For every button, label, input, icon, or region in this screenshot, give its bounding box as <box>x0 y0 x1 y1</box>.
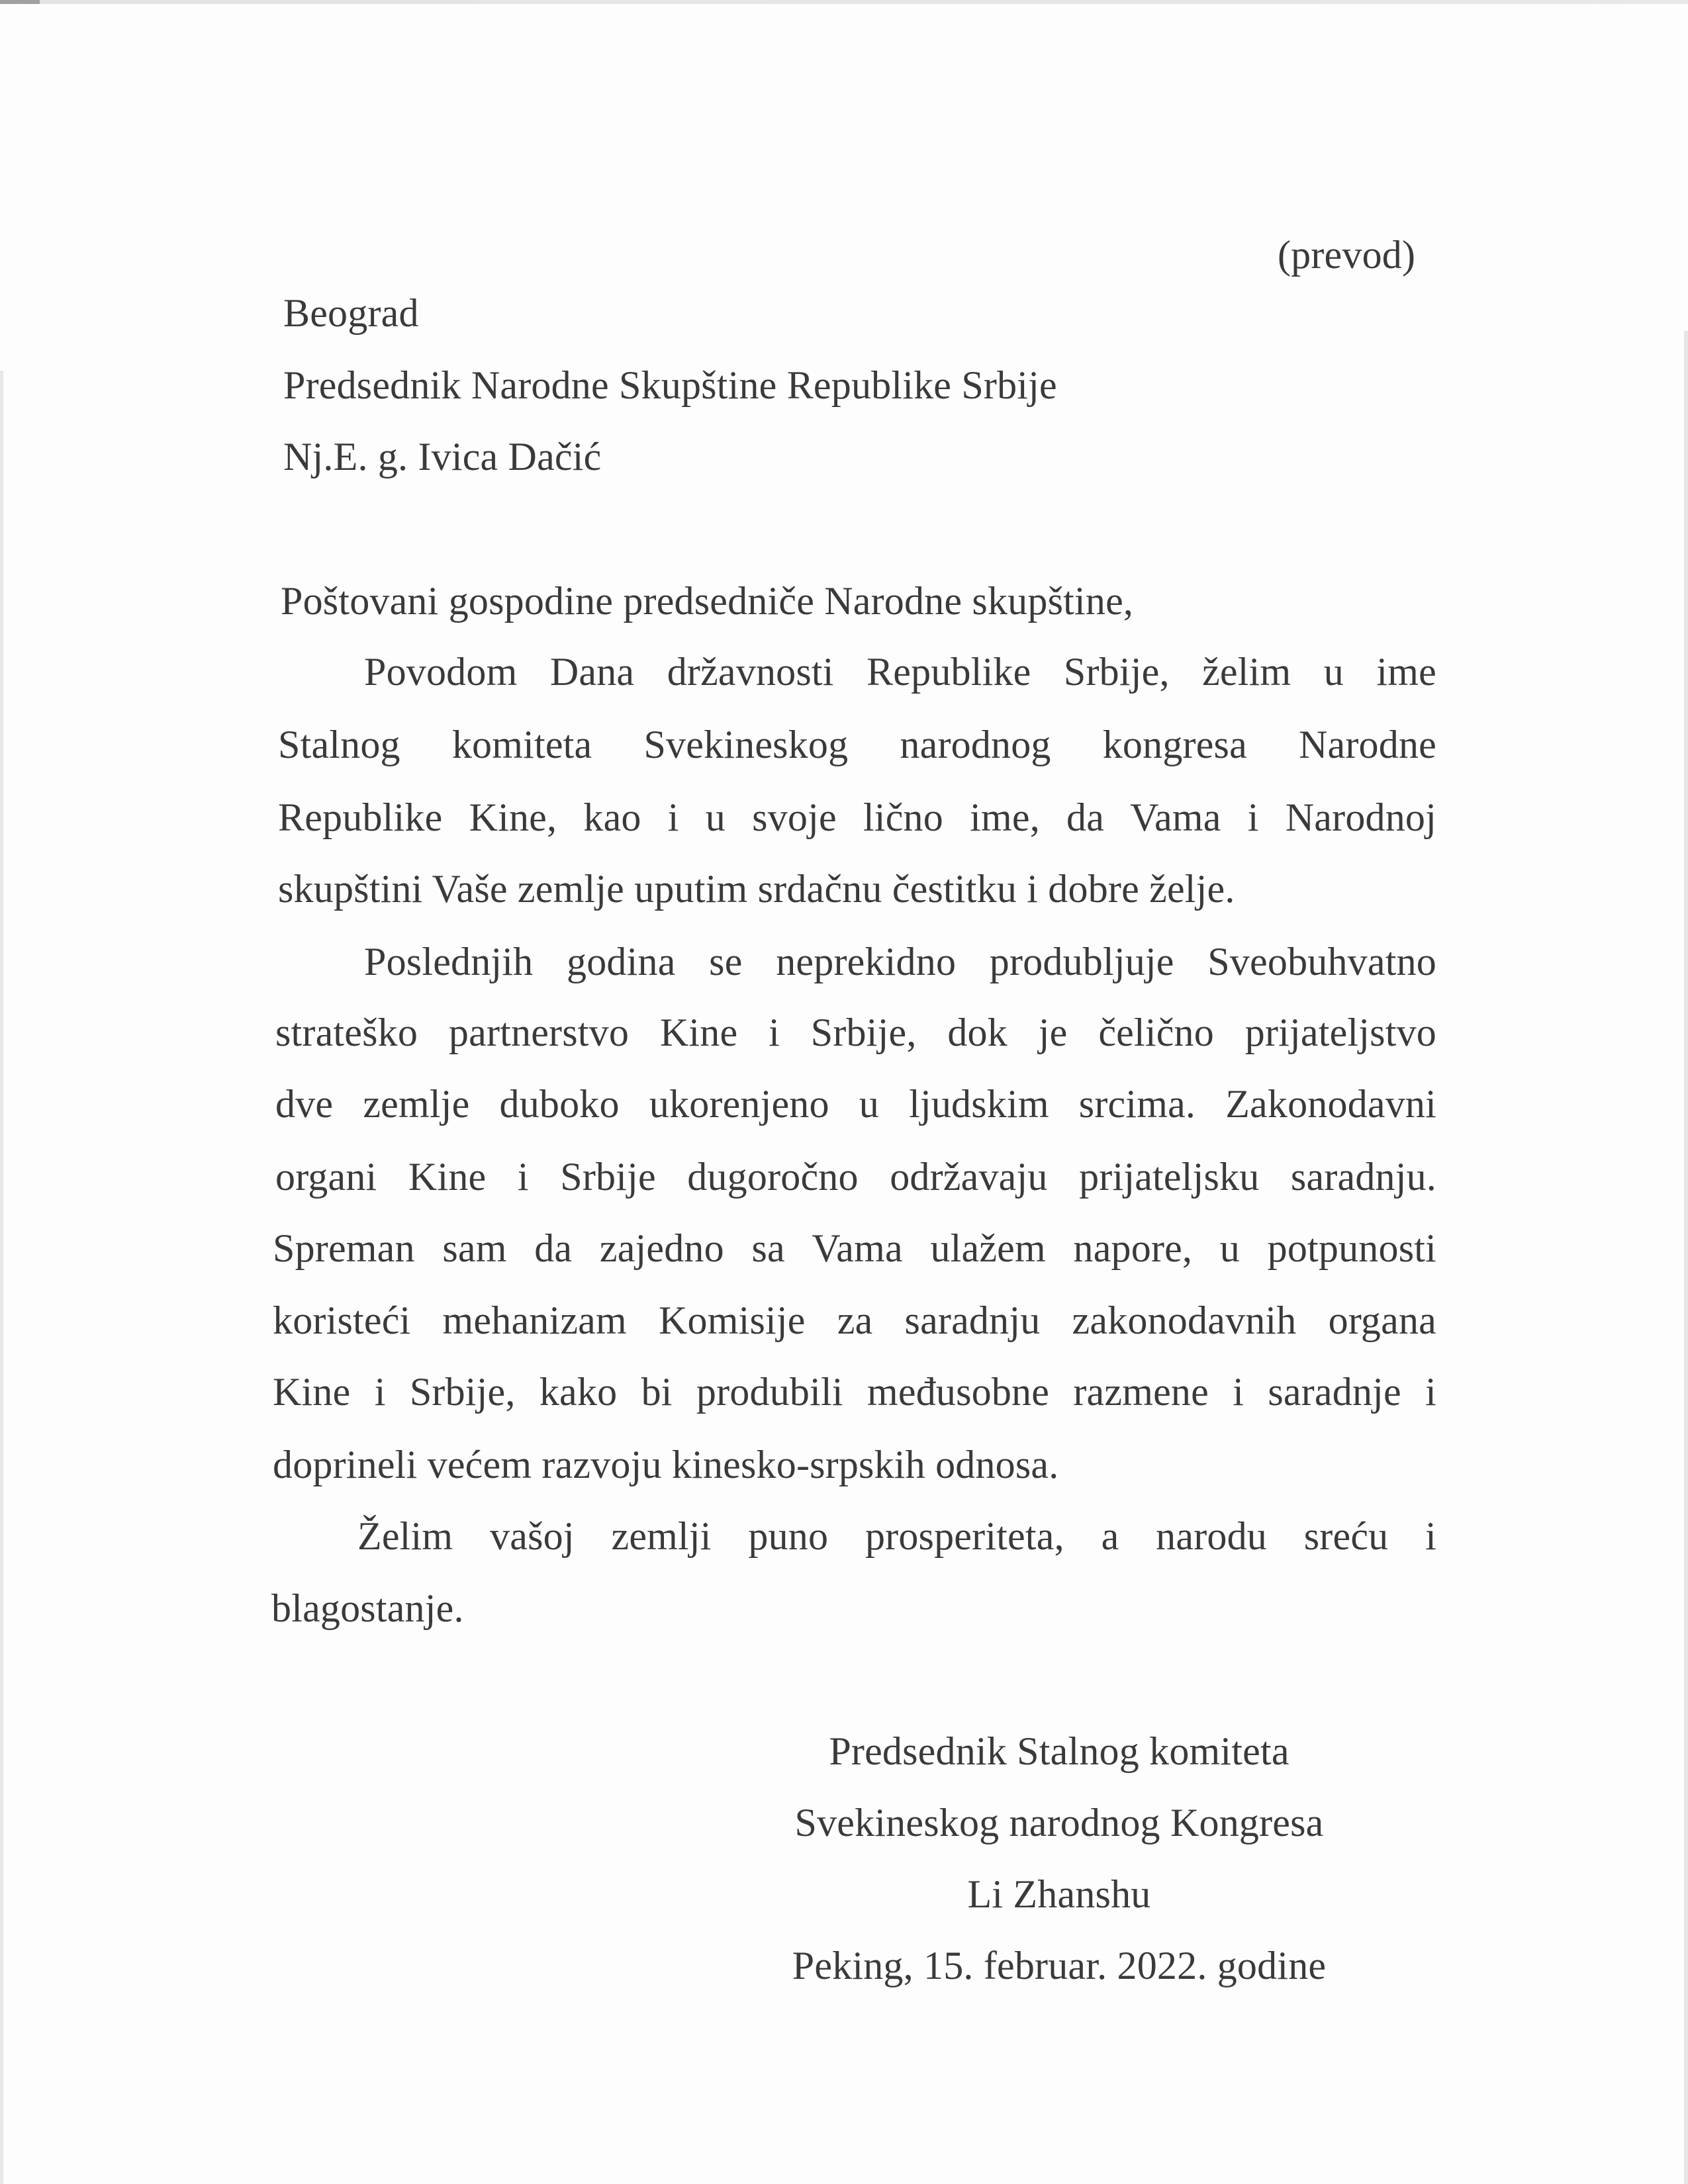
body-line: dve zemlje duboko ukorenjeno u ljudskim srcima. Zakonodavni <box>275 1082 1436 1126</box>
body-line: koristeći mehanizam Komisije za saradnju zakonodavnih organa <box>273 1298 1436 1342</box>
signature-title-line1: Predsednik Stalnog komiteta <box>829 1729 1289 1773</box>
body-line: Povodom Dana državnosti Republike Srbije, želim u ime <box>364 650 1436 694</box>
body-line: organi Kine i Srbije dugoročno održavaju prijateljsku saradnju. <box>275 1155 1436 1199</box>
recipient-title: Predsednik Narodne Skupštine Republike Srbije <box>283 363 1057 407</box>
signature-place-date: Peking, 15. februar. 2022. godine <box>792 1944 1327 1987</box>
body-line: Spreman sam da zajedno sa Vama ulažem napore, u potpunosti <box>273 1226 1436 1270</box>
body-line: Želim vašoj zemlji puno prosperiteta, a narodu sreću i <box>357 1514 1436 1558</box>
recipient-name: Nj.E. g. Ivica Dačić <box>283 435 602 478</box>
body-line: Kine i Srbije, kako bi produbili međusobne razmene i saradnje i <box>273 1370 1436 1414</box>
scan-edge-top <box>0 0 1688 4</box>
body-line: blagostanje. <box>271 1586 464 1630</box>
body-line: Poslednjih godina se neprekidno produbljuje Sveobuhvatno <box>364 940 1436 983</box>
recipient-city: Beograd <box>283 291 419 335</box>
body-line: strateško partnerstvo Kine i Srbije, dok je čelično prijateljstvo <box>275 1011 1436 1054</box>
body-line: doprineli većem razvoju kinesko-srpskih odnosa. <box>273 1443 1059 1486</box>
body-line: skupštini Vaše zemlje uputim srdačnu čestitku i dobre želje. <box>278 867 1235 911</box>
scan-edge-right <box>1684 331 1688 2184</box>
signature-name: Li Zhanshu <box>967 1872 1151 1916</box>
salutation: Poštovani gospodine predsedniče Narodne skupštine, <box>281 579 1134 623</box>
body-line: Republike Kine, kao i u svoje lično ime, da Vama i Narodnoj <box>278 796 1436 839</box>
scan-edge-left <box>0 371 3 2184</box>
body-line: Stalnog komiteta Svekineskog narodnog kongresa Narodne <box>278 723 1436 766</box>
signature-title-line2: Svekineskog narodnog Kongresa <box>794 1801 1324 1844</box>
translation-note: (prevod) <box>1278 233 1416 277</box>
